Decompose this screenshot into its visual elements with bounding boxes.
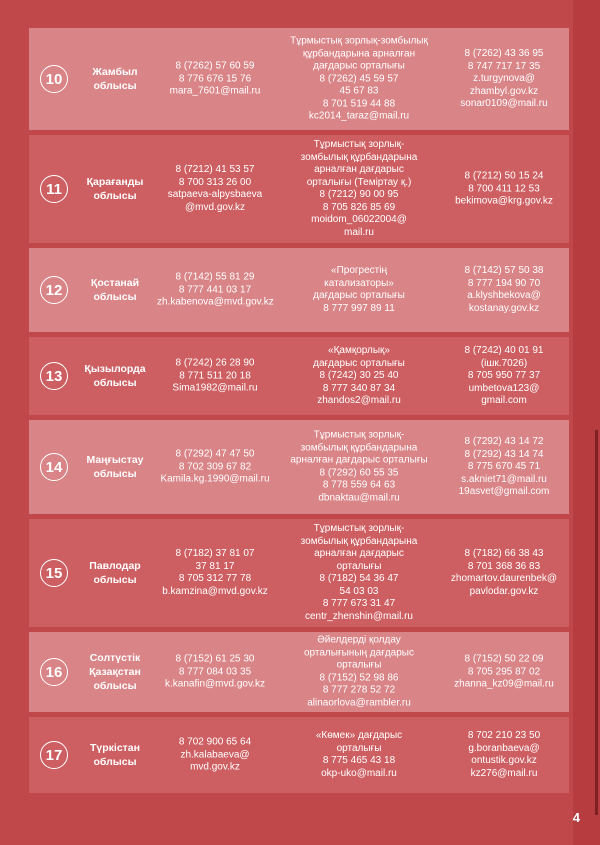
region-name: Маңғыстау облысы bbox=[86, 454, 144, 480]
row-number-badge: 12 bbox=[40, 276, 68, 304]
akimat-contacts: 8 702 210 23 50 g.boranbaeva@ ontustik.gov.kz kz276@mail.ru bbox=[467, 730, 541, 779]
region-name: Қызылорда облысы bbox=[84, 363, 146, 389]
crisis-center-info: Әйелдерді қолдау орталығының дағдарыс орталығы 8 (7152) 52 98 86 8 777 278 52 72 alinaorlova@rambler.ru bbox=[304, 634, 414, 708]
crisis-centers-table bbox=[29, 28, 569, 798]
police-contacts: 8 (7292) 47 47 50 8 702 309 67 82 Kamila.kg.1990@mail.ru bbox=[160, 448, 270, 485]
police-contacts: 8 702 900 65 64 zh.kalabaeva@ mvd.gov.kz bbox=[178, 736, 252, 773]
table-row bbox=[29, 420, 569, 514]
region-name: Жамбыл облысы bbox=[92, 66, 138, 92]
crisis-center-info: «Қамқорлық» дағдарыс орталығы 8 (7242) 30 25 40 8 777 340 87 34 zhandos2@mail.ru bbox=[313, 344, 405, 406]
crisis-center-info: Тұрмыстық зорлық- зомбылық құрбандарына арналған дағдарыс орталығы 8 (7292) 60 55 35 8 778 559 64 63 dbnaktau@mail.ru bbox=[290, 429, 428, 503]
region-name: Қостанай облысы bbox=[90, 277, 140, 303]
region-name: Павлодар облысы bbox=[89, 560, 141, 586]
row-number-badge: 14 bbox=[40, 453, 68, 481]
region-name: Қарағанды облысы bbox=[86, 176, 144, 202]
police-contacts: 8 (7242) 26 28 90 8 771 511 20 18 Sima1982@mail.ru bbox=[172, 357, 258, 394]
table-row bbox=[29, 717, 569, 793]
region-name: Түркістан облысы bbox=[89, 742, 140, 768]
table-row bbox=[29, 632, 569, 712]
row-number-badge: 10 bbox=[40, 65, 68, 93]
crisis-center-info: «Көмек» дағдарыс орталығы 8 775 465 43 18 okp-uko@mail.ru bbox=[315, 730, 403, 779]
police-contacts: 8 (7212) 41 53 57 8 700 313 26 00 satpaeva-alpysbaeva @mvd.gov.kz bbox=[167, 164, 263, 213]
crisis-center-info: Тұрмыстық зорлық- зомбылық құрбандарына арналған дағдарыс орталығы 8 (7182) 54 36 47 54 03 03 8 777 673 31 47 centr_zhenshin@mail.ru bbox=[300, 523, 418, 622]
akimat-contacts: 8 (7242) 40 01 91 (ішк.7026) 8 705 950 77 37 umbetova123@ gmail.com bbox=[464, 344, 544, 406]
row-number-badge: 16 bbox=[40, 658, 68, 686]
table-row bbox=[29, 135, 569, 243]
police-contacts: 8 (7262) 57 60 59 8 776 676 15 76 mara_7601@mail.ru bbox=[169, 60, 261, 97]
akimat-contacts: 8 (7292) 43 14 72 8 (7292) 43 14 74 8 775 670 45 71 s.akniet71@mail.ru 19asvet@gmail.com bbox=[458, 435, 550, 497]
right-edge-rule bbox=[595, 430, 598, 815]
row-number-badge: 13 bbox=[40, 362, 68, 390]
akimat-contacts: 8 (7212) 50 15 24 8 700 411 12 53 bekimova@krg.gov.kz bbox=[455, 170, 553, 207]
akimat-contacts: 8 (7262) 43 36 95 8 747 717 17 35 z.turgynova@ zhambyl.gov.kz sonar0109@mail.ru bbox=[460, 47, 548, 109]
table-row bbox=[29, 337, 569, 415]
region-name: Солтүстік Қазақстан облысы bbox=[89, 652, 141, 692]
table-row bbox=[29, 28, 569, 130]
table-row bbox=[29, 519, 569, 627]
page-number: 4 bbox=[572, 810, 580, 825]
row-number-badge: 11 bbox=[40, 175, 68, 203]
crisis-center-info: Тұрмыстық зорлық- зомбылық құрбандарына арналған дағдарыс орталығы (Теміртау қ.) 8 (7212) 90 00 95 8 705 826 85 69 moidom_06022004@ mail.ru bbox=[300, 139, 418, 238]
akimat-contacts: 8 (7152) 50 22 09 8 705 295 87 02 zhanna_kz09@mail.ru bbox=[454, 653, 554, 690]
police-contacts: 8 (7182) 37 81 07 37 81 17 8 705 312 77 78 b.kamzina@mvd.gov.kz bbox=[162, 548, 268, 597]
police-contacts: 8 (7142) 55 81 29 8 777 441 03 17 zh.kabenova@mvd.gov.kz bbox=[157, 271, 274, 308]
akimat-contacts: 8 (7142) 57 50 38 8 777 194 90 70 a.klyshbekova@ kostanay.gov.kz bbox=[464, 265, 544, 314]
row-number-badge: 15 bbox=[40, 559, 68, 587]
crisis-center-info: Тұрмыстық зорлық-зомбылық құрбандарына арналған дағдарыс орталығы 8 (7262) 45 59 57 45 67 83 8 701 519 44 88 kc2014_taraz@mail.ru bbox=[290, 35, 428, 122]
police-contacts: 8 (7152) 61 25 30 8 777 084 03 35 k.kanafin@mvd.gov.kz bbox=[164, 653, 265, 690]
akimat-contacts: 8 (7182) 66 38 43 8 701 368 36 83 zhomartov.daurenbek@ pavlodar.gov.kz bbox=[450, 548, 558, 597]
crisis-center-info: «Прогрестің катализаторы» дағдарыс орталығы 8 777 997 89 11 bbox=[313, 265, 405, 314]
table-row bbox=[29, 248, 569, 332]
row-number-badge: 17 bbox=[40, 741, 68, 769]
